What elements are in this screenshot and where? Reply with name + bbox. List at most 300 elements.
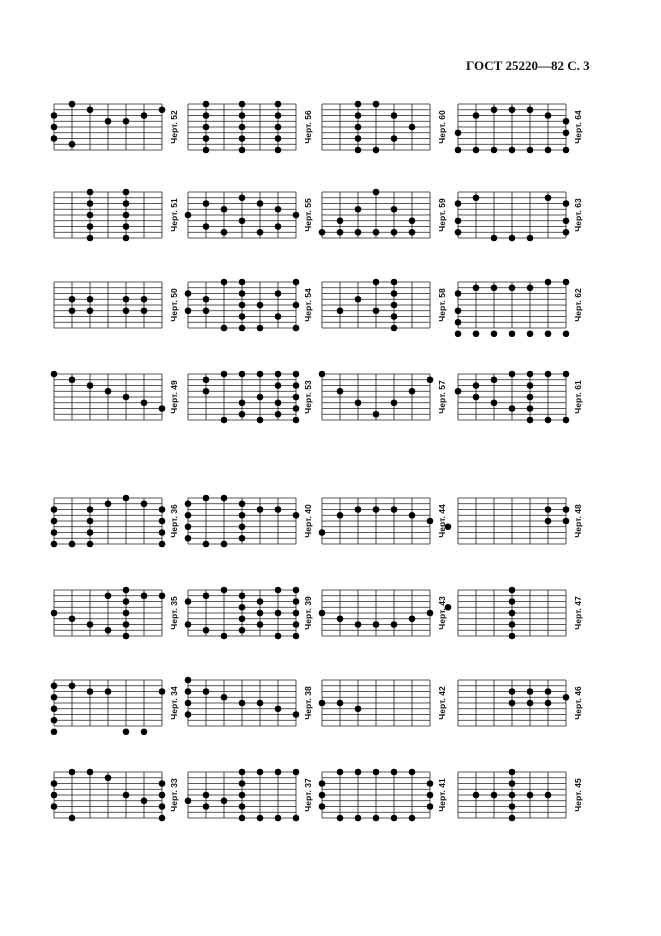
node-dot xyxy=(51,728,58,735)
figure-32 xyxy=(450,765,598,825)
node-dot xyxy=(391,112,398,119)
figure-caption: Черт. 63 xyxy=(573,198,583,232)
node-dot xyxy=(337,229,344,236)
node-dot xyxy=(275,147,282,154)
node-dot xyxy=(355,112,362,119)
node-dot xyxy=(159,815,166,822)
grid xyxy=(54,192,162,238)
node-dot xyxy=(455,229,462,236)
node-dot xyxy=(51,792,58,799)
node-dot xyxy=(87,296,94,303)
node-dot xyxy=(409,815,416,822)
node-dot xyxy=(275,382,282,389)
node-dot xyxy=(455,290,462,297)
figure-17 xyxy=(46,491,194,551)
node-dot xyxy=(159,506,166,513)
node-dot xyxy=(427,803,434,810)
node-dot xyxy=(293,711,300,718)
node-dot xyxy=(491,376,498,383)
node-dot xyxy=(455,319,462,326)
node-dot xyxy=(257,302,264,309)
node-dot xyxy=(391,290,398,297)
node-dot xyxy=(355,124,362,131)
node-dot xyxy=(69,296,76,303)
node-dot xyxy=(221,371,228,378)
node-dot xyxy=(159,780,166,787)
node-dot xyxy=(275,371,282,378)
node-dot xyxy=(275,101,282,108)
node-dot xyxy=(203,376,210,383)
node-dot xyxy=(293,633,300,640)
node-dot xyxy=(473,284,480,291)
node-dot xyxy=(545,688,552,695)
node-dot xyxy=(509,803,516,810)
node-dot xyxy=(373,621,380,628)
node-dot xyxy=(257,200,264,207)
node-dot xyxy=(87,769,94,776)
node-dot xyxy=(509,780,516,787)
figure-2 xyxy=(180,97,328,157)
node-dot xyxy=(491,235,498,242)
node-dot xyxy=(355,135,362,142)
node-dot xyxy=(221,495,228,502)
node-dot xyxy=(69,615,76,622)
node-dot xyxy=(563,518,570,525)
node-dot xyxy=(221,587,228,594)
figure-22 xyxy=(180,583,328,643)
node-dot xyxy=(563,506,570,513)
node-dot xyxy=(563,371,570,378)
node-dot xyxy=(373,307,380,314)
node-dot xyxy=(545,112,552,119)
figure-caption: Черт. 54 xyxy=(303,288,313,322)
node-dot xyxy=(337,512,344,519)
node-dot xyxy=(51,610,58,617)
node-dot xyxy=(527,382,534,389)
node-dot xyxy=(51,124,58,131)
node-dot xyxy=(275,705,282,712)
node-dot xyxy=(239,592,246,599)
figure-caption: Черт. 38 xyxy=(303,686,313,720)
node-dot xyxy=(455,388,462,395)
node-dot xyxy=(391,135,398,142)
node-dot xyxy=(391,313,398,320)
node-dot xyxy=(257,417,264,424)
node-dot xyxy=(159,688,166,695)
node-dot xyxy=(509,688,516,695)
node-dot xyxy=(123,118,130,125)
node-dot xyxy=(409,217,416,224)
node-dot xyxy=(239,535,246,542)
figure-24 xyxy=(450,583,598,643)
node-dot xyxy=(473,147,480,154)
figure-21 xyxy=(46,583,194,643)
node-dot xyxy=(509,587,516,594)
figure-16 xyxy=(450,367,598,427)
node-dot xyxy=(221,797,228,804)
node-dot xyxy=(545,330,552,337)
node-dot xyxy=(69,682,76,689)
node-dot xyxy=(319,803,326,810)
node-dot xyxy=(337,217,344,224)
node-dot xyxy=(563,330,570,337)
node-dot xyxy=(239,194,246,201)
node-dot xyxy=(69,376,76,383)
figure-23 xyxy=(314,583,462,643)
node-dot xyxy=(509,621,516,628)
node-dot xyxy=(141,307,148,314)
node-dot xyxy=(141,728,148,735)
node-dot xyxy=(203,688,210,695)
node-dot xyxy=(87,621,94,628)
node-dot xyxy=(239,399,246,406)
node-dot xyxy=(455,307,462,314)
figure-caption: Черт. 47 xyxy=(573,596,583,630)
figure-9 xyxy=(46,275,194,335)
node-dot xyxy=(455,147,462,154)
figure-caption: Черт. 45 xyxy=(573,778,583,812)
node-dot xyxy=(491,284,498,291)
node-dot xyxy=(239,604,246,611)
node-dot xyxy=(51,717,58,724)
node-dot xyxy=(355,147,362,154)
node-dot xyxy=(221,633,228,640)
node-dot xyxy=(105,388,112,395)
node-dot xyxy=(185,535,192,542)
node-dot xyxy=(319,529,326,536)
node-dot xyxy=(185,711,192,718)
node-dot xyxy=(275,815,282,822)
node-dot xyxy=(203,592,210,599)
node-dot xyxy=(293,325,300,332)
node-dot xyxy=(87,307,94,314)
figure-caption: Черт. 62 xyxy=(573,288,583,322)
node-dot xyxy=(257,815,264,822)
node-dot xyxy=(141,399,148,406)
node-dot xyxy=(355,399,362,406)
grid xyxy=(322,282,430,328)
node-dot xyxy=(239,290,246,297)
node-dot xyxy=(51,529,58,536)
node-dot xyxy=(221,229,228,236)
node-dot xyxy=(185,688,192,695)
node-dot xyxy=(257,371,264,378)
node-dot xyxy=(275,587,282,594)
node-dot xyxy=(275,633,282,640)
figure-caption: Черт. 59 xyxy=(437,198,447,232)
node-dot xyxy=(87,189,94,196)
node-dot xyxy=(51,682,58,689)
grid xyxy=(322,772,430,818)
node-dot xyxy=(409,229,416,236)
node-dot xyxy=(141,500,148,507)
node-dot xyxy=(275,399,282,406)
node-dot xyxy=(257,394,264,401)
node-dot xyxy=(123,633,130,640)
node-dot xyxy=(373,189,380,196)
figure-14 xyxy=(180,367,328,427)
node-dot xyxy=(239,792,246,799)
node-dot xyxy=(563,200,570,207)
node-dot xyxy=(239,780,246,787)
node-dot xyxy=(337,615,344,622)
node-dot xyxy=(509,330,516,337)
node-dot xyxy=(87,235,94,242)
node-dot xyxy=(105,774,112,781)
figure-caption: Черт. 60 xyxy=(437,110,447,144)
node-dot xyxy=(527,688,534,695)
node-dot xyxy=(239,217,246,224)
node-dot xyxy=(203,495,210,502)
node-dot xyxy=(545,792,552,799)
node-dot xyxy=(455,330,462,337)
node-dot xyxy=(123,307,130,314)
node-dot xyxy=(427,518,434,525)
figure-29 xyxy=(46,765,194,825)
node-dot xyxy=(87,688,94,695)
figure-caption: Черт. 33 xyxy=(169,778,179,812)
node-dot xyxy=(527,284,534,291)
node-dot xyxy=(123,598,130,605)
node-dot xyxy=(409,388,416,395)
figure-caption: Черт. 42 xyxy=(437,686,447,720)
node-dot xyxy=(69,307,76,314)
node-dot xyxy=(509,284,516,291)
node-dot xyxy=(391,229,398,236)
figure-8 xyxy=(450,185,598,245)
node-dot xyxy=(455,129,462,136)
node-dot xyxy=(123,296,130,303)
node-dot xyxy=(69,541,76,548)
node-dot xyxy=(239,512,246,519)
node-dot xyxy=(69,141,76,148)
node-dot xyxy=(293,371,300,378)
figure-caption: Черт. 61 xyxy=(573,380,583,414)
node-dot xyxy=(293,394,300,401)
node-dot xyxy=(293,621,300,628)
node-dot xyxy=(275,290,282,297)
node-dot xyxy=(427,780,434,787)
node-dot xyxy=(509,235,516,242)
node-dot xyxy=(293,382,300,389)
node-dot xyxy=(373,101,380,108)
node-dot xyxy=(51,705,58,712)
node-dot xyxy=(355,206,362,213)
node-dot xyxy=(509,598,516,605)
node-dot xyxy=(337,815,344,822)
node-dot xyxy=(239,101,246,108)
node-dot xyxy=(337,700,344,707)
figure-caption: Черт. 56 xyxy=(303,110,313,144)
node-dot xyxy=(51,694,58,701)
node-dot xyxy=(391,206,398,213)
node-dot xyxy=(527,405,534,412)
figure-5 xyxy=(46,185,194,245)
node-dot xyxy=(257,506,264,513)
node-dot xyxy=(545,417,552,424)
node-dot xyxy=(123,189,130,196)
node-dot xyxy=(203,147,210,154)
node-dot xyxy=(203,307,210,314)
node-dot xyxy=(159,106,166,113)
node-dot xyxy=(293,279,300,286)
node-dot xyxy=(563,229,570,236)
figure-caption: Черт. 44 xyxy=(437,504,447,538)
node-dot xyxy=(105,500,112,507)
node-dot xyxy=(221,325,228,332)
node-dot xyxy=(409,124,416,131)
node-dot xyxy=(319,792,326,799)
node-dot xyxy=(409,769,416,776)
node-dot xyxy=(203,627,210,634)
node-dot xyxy=(185,523,192,530)
figure-15 xyxy=(314,367,462,427)
node-dot xyxy=(427,376,434,383)
node-dot xyxy=(239,302,246,309)
node-dot xyxy=(293,417,300,424)
node-dot xyxy=(123,235,130,242)
node-dot xyxy=(545,700,552,707)
figure-caption: Черт. 36 xyxy=(169,504,179,538)
figure-caption: Черт. 55 xyxy=(303,198,313,232)
figure-caption: Черт. 43 xyxy=(437,596,447,630)
node-dot xyxy=(563,279,570,286)
node-dot xyxy=(87,506,94,513)
node-dot xyxy=(527,330,534,337)
figure-1 xyxy=(46,97,194,157)
node-dot xyxy=(185,512,192,519)
node-dot xyxy=(491,399,498,406)
node-dot xyxy=(455,200,462,207)
node-dot xyxy=(239,135,246,142)
node-dot xyxy=(293,610,300,617)
figure-10 xyxy=(180,275,328,335)
node-dot xyxy=(239,815,246,822)
node-dot xyxy=(239,627,246,634)
node-dot xyxy=(319,371,326,378)
node-dot xyxy=(293,405,300,412)
node-dot xyxy=(275,135,282,142)
figure-caption: Черт. 48 xyxy=(573,504,583,538)
node-dot xyxy=(123,495,130,502)
figure-caption: Черт. 34 xyxy=(169,686,179,720)
node-dot xyxy=(563,129,570,136)
node-dot xyxy=(275,112,282,119)
node-dot xyxy=(545,279,552,286)
node-dot xyxy=(319,700,326,707)
node-dot xyxy=(239,500,246,507)
node-dot xyxy=(203,112,210,119)
node-dot xyxy=(105,592,112,599)
node-dot xyxy=(257,769,264,776)
node-dot xyxy=(563,217,570,224)
figure-caption: Черт. 51 xyxy=(169,198,179,232)
node-dot xyxy=(373,506,380,513)
figure-4 xyxy=(450,97,598,157)
node-dot xyxy=(123,587,130,594)
figure-caption: Черт. 57 xyxy=(437,380,447,414)
node-dot xyxy=(257,229,264,236)
node-dot xyxy=(239,147,246,154)
node-dot xyxy=(491,330,498,337)
node-dot xyxy=(473,382,480,389)
node-dot xyxy=(355,815,362,822)
node-dot xyxy=(51,518,58,525)
node-dot xyxy=(87,518,94,525)
node-dot xyxy=(123,394,130,401)
node-dot xyxy=(185,212,192,219)
node-dot xyxy=(69,101,76,108)
node-dot xyxy=(123,223,130,230)
node-dot xyxy=(337,307,344,314)
node-dot xyxy=(257,700,264,707)
node-dot xyxy=(391,621,398,628)
node-dot xyxy=(141,797,148,804)
node-dot xyxy=(545,518,552,525)
node-dot xyxy=(491,792,498,799)
node-dot xyxy=(275,313,282,320)
node-dot xyxy=(123,621,130,628)
node-dot xyxy=(185,598,192,605)
node-dot xyxy=(427,792,434,799)
node-dot xyxy=(509,371,516,378)
node-dot xyxy=(87,212,94,219)
node-dot xyxy=(491,147,498,154)
node-dot xyxy=(355,101,362,108)
node-dot xyxy=(185,677,192,684)
node-dot xyxy=(275,206,282,213)
node-dot xyxy=(355,229,362,236)
node-dot xyxy=(141,592,148,599)
node-dot xyxy=(337,388,344,395)
node-dot xyxy=(391,769,398,776)
node-dot xyxy=(159,541,166,548)
node-dot xyxy=(51,780,58,787)
node-dot xyxy=(275,506,282,513)
node-dot xyxy=(123,792,130,799)
node-dot xyxy=(257,610,264,617)
node-dot xyxy=(239,700,246,707)
node-dot xyxy=(239,615,246,622)
node-dot xyxy=(51,112,58,119)
figure-26 xyxy=(180,673,328,733)
node-dot xyxy=(51,371,58,378)
figure-19 xyxy=(314,491,462,551)
node-dot xyxy=(509,106,516,113)
node-dot xyxy=(221,279,228,286)
node-dot xyxy=(563,694,570,701)
node-dot xyxy=(319,610,326,617)
figure-6 xyxy=(180,185,328,245)
node-dot xyxy=(473,112,480,119)
figure-caption: Черт. 35 xyxy=(169,596,179,630)
node-dot xyxy=(509,769,516,776)
node-dot xyxy=(123,200,130,207)
node-dot xyxy=(527,394,534,401)
node-dot xyxy=(51,541,58,548)
node-dot xyxy=(185,621,192,628)
node-dot xyxy=(545,194,552,201)
node-dot xyxy=(527,371,534,378)
grid xyxy=(322,590,430,636)
page-header: ГОСТ 25220—82 С. 3 xyxy=(466,58,590,73)
node-dot xyxy=(203,124,210,131)
node-dot xyxy=(239,523,246,530)
node-dot xyxy=(239,803,246,810)
node-dot xyxy=(355,296,362,303)
node-dot xyxy=(123,728,130,735)
node-dot xyxy=(409,615,416,622)
